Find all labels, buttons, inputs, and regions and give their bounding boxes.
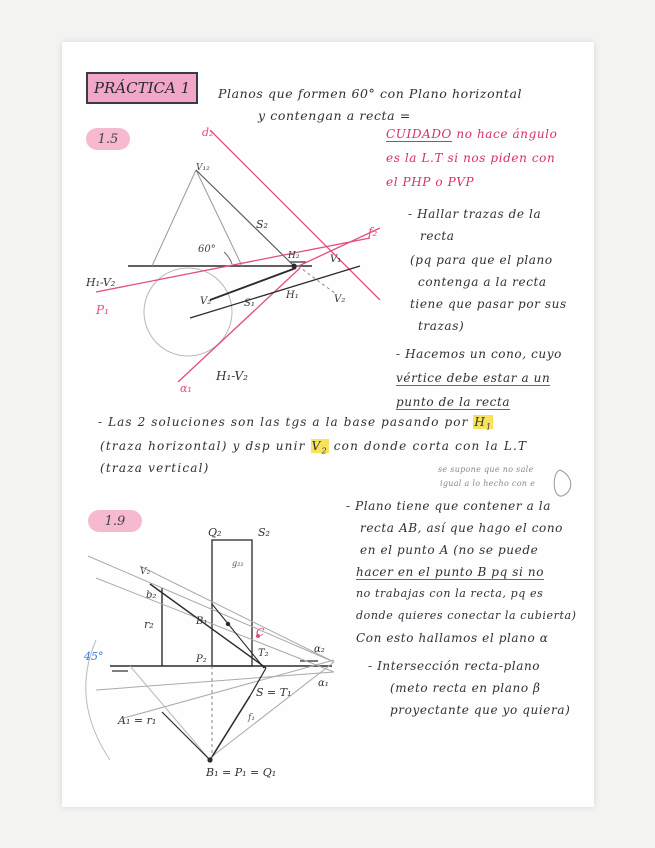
heading-line-2: y contengan a recta =: [258, 108, 411, 123]
cone-base-circle: [144, 268, 232, 356]
practice-title: PRÁCTICA 1: [86, 72, 198, 104]
ex2-note-line-4: hacer en el punto B pq si no: [356, 565, 545, 579]
label-p2: P₂: [196, 654, 207, 665]
side-note-line-1: se supone que no sale: [438, 465, 534, 474]
label-s-t1: S = T₁: [256, 686, 292, 699]
step-line-4: contenga a la recta: [418, 275, 547, 289]
cone-note-line-3: punto de la recta: [396, 395, 511, 409]
ex2-note-line-3: en el punto A (no se puede: [360, 543, 539, 557]
warning-line-3: el PHP o PVP: [386, 175, 475, 189]
line-s1: [190, 266, 360, 318]
label-alpha2: α₂: [314, 644, 325, 655]
label-c: C: [256, 626, 265, 639]
step-line-6: trazas): [418, 319, 465, 333]
label-f2: f₂: [368, 225, 378, 239]
label-s2: S₂: [256, 218, 268, 231]
label-d2: d₂: [202, 126, 214, 139]
label-v2-right: V₂: [334, 294, 346, 305]
label-g22: g₂₂: [232, 559, 244, 568]
label-s1: S₁: [244, 298, 255, 309]
ex2-note-line-2: recta AB, así que hago el cono: [360, 521, 564, 535]
label-45-degrees: 45°: [84, 650, 104, 663]
label-f1: f₁: [248, 713, 255, 723]
step-line-5: tiene que pasar por sus: [410, 297, 567, 311]
solution-line-1: - Las 2 soluciones son las tgs a la base pasando por $H_1$: [98, 415, 493, 432]
ex2-note-line-5: no trabajas con la recta, pq es: [356, 587, 544, 600]
label-b1: B₁: [196, 616, 208, 627]
warning-line-1: CUIDADO no hace ángulo: [386, 127, 558, 141]
plane-trace-a1: [178, 268, 300, 382]
side-note-bracket: [554, 470, 571, 496]
intersection-line-3: proyectante que yo quiera): [390, 703, 571, 717]
step-line-3: (pq para que el plano: [410, 253, 553, 267]
ex2-note-line-6: donde quieres conectar la cubierta): [356, 609, 577, 622]
figure-1-5: [85, 126, 571, 496]
label-alpha1: α₁: [318, 678, 329, 689]
exercise-label-1-5: 1.5: [86, 128, 130, 150]
heading-line-1: Planos que formen 60° con Plano horizontal: [218, 86, 523, 101]
step-line-1: - Hallar trazas de la: [408, 207, 542, 221]
label-t2: T₂: [258, 648, 269, 659]
intersection-line-1: - Intersección recta-plano: [368, 659, 541, 673]
label-v1: V₁: [330, 254, 342, 265]
label-v2-b: V₂: [140, 567, 151, 577]
label-angle-60: 60°: [198, 244, 216, 255]
ex2-note-line-1: - Plano tiene que contener a la: [346, 499, 551, 513]
cone-note-line-1: - Hacemos un cono, cuyo: [396, 347, 562, 361]
label-b2: b₂: [146, 590, 157, 601]
label-vertex: V₁₂: [196, 163, 210, 173]
warning-line-2: es la L.T si nos piden con: [386, 151, 556, 165]
figure-1-9: [83, 526, 334, 779]
label-r2: r₂: [144, 618, 154, 631]
label-q2: Q₂: [208, 526, 222, 539]
label-alpha1: α₁: [180, 382, 192, 395]
label-b-p-q: B₁ = P₁ = Q₁: [206, 766, 277, 779]
label-h1: H₁: [286, 290, 299, 301]
cone-note-line-2: vértice debe estar a un: [396, 371, 551, 385]
segment-b-s: [210, 696, 250, 760]
label-v2: V₂: [200, 296, 212, 307]
ex2-note-line-7: Con esto hallamos el plano α: [356, 631, 549, 645]
label-h1-v2-bottom: H₁-V₂: [216, 369, 248, 383]
label-h1-v2: H₁-V₂: [86, 276, 116, 289]
exercise-label-1-9: 1.9: [88, 510, 142, 532]
intersection-line-2: (meto recta en plano β: [390, 681, 541, 695]
plane-trace-d2: [210, 130, 380, 300]
solution-line-3: (traza vertical): [100, 461, 210, 475]
cone-left-generatrix: [152, 170, 196, 266]
step-line-2: recta: [420, 229, 455, 243]
label-h2: H₂: [288, 251, 300, 261]
label-p1: P₁: [96, 303, 109, 317]
solution-line-2: (traza horizontal) y dsp unir $V_2$ con donde corta con la L.T: [100, 439, 528, 456]
label-s2-b: S₂: [258, 526, 270, 539]
side-note-line-2: igual a lo hecho con e: [440, 479, 536, 488]
label-a-r1: A₁ = r₁: [118, 714, 157, 727]
